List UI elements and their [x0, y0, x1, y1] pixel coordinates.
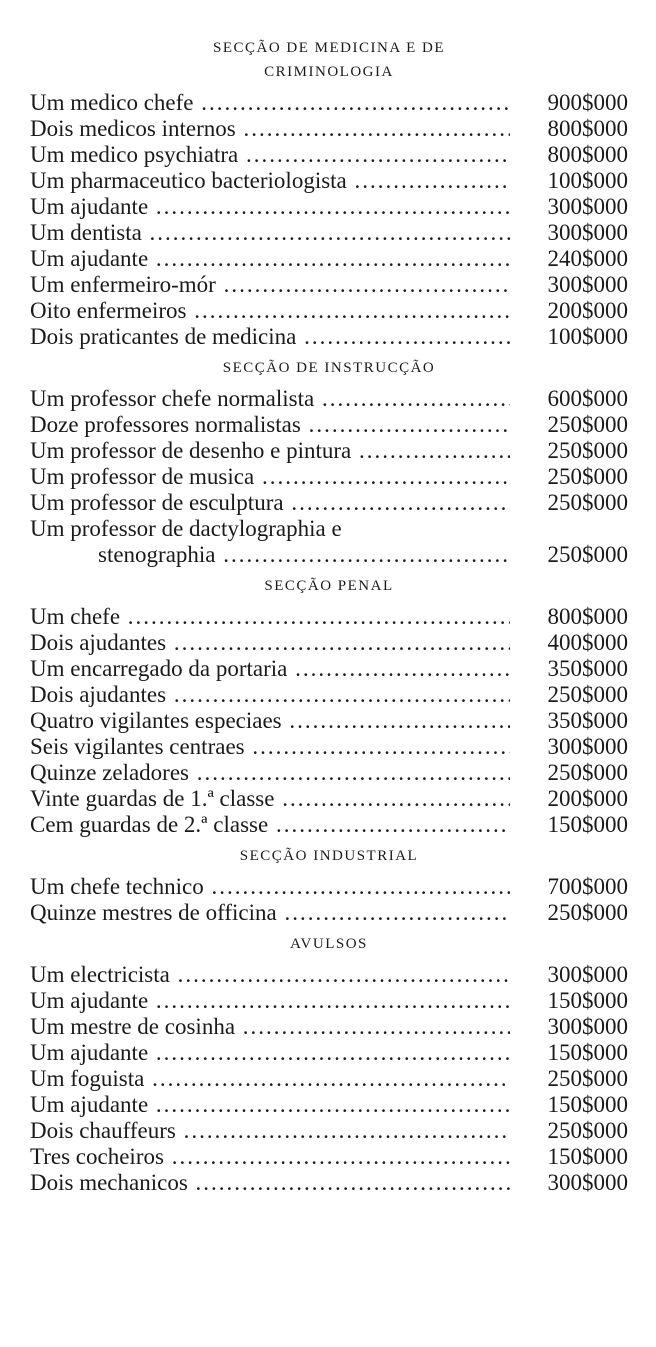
list-item	[30, 734, 628, 760]
section-title-line: SECÇÃO DE INSTRUCÇÃO	[222, 360, 436, 376]
item-label: Um professor de musica .....	[30, 464, 510, 490]
item-label: Dois ajudantes .....	[30, 630, 510, 656]
item-amount: 300$000	[547, 194, 628, 219]
section-medicina	[30, 36, 628, 350]
item-label: Seis vigilantes centraes .....	[30, 734, 510, 760]
list-item	[30, 1118, 628, 1144]
item-label: Dois praticantes de medicina .....	[30, 324, 510, 350]
item-amount: 250$000	[547, 760, 628, 785]
section-instruccao	[30, 356, 628, 568]
list-item	[30, 1144, 628, 1170]
item-amount: 100$000	[547, 168, 628, 193]
item-label: Um professor de esculptura .....	[30, 490, 510, 516]
item-amount: 250$000	[547, 1066, 628, 1091]
list-item	[30, 900, 628, 926]
item-amount: 350$000	[547, 656, 628, 681]
list-item	[30, 168, 628, 194]
list-item	[30, 464, 628, 490]
section-title	[30, 36, 628, 84]
section-industrial	[30, 844, 628, 926]
list-item	[30, 194, 628, 220]
item-label: Um foguista .....	[30, 1066, 510, 1092]
item-label: Um medico chefe .....	[30, 90, 510, 116]
item-label-line1: Um professor de dactylographia e	[30, 516, 342, 541]
item-amount: 250$000	[547, 900, 628, 925]
item-label: Um professor de desenho e pintura .....	[30, 438, 510, 464]
item-amount: 250$000	[547, 464, 628, 489]
list-item	[30, 1066, 628, 1092]
section-avulsos	[30, 932, 628, 1196]
item-label: Um encarregado da portaria .....	[30, 656, 510, 682]
item-label: Dois mechanicos .....	[30, 1170, 510, 1196]
list-item	[30, 142, 628, 168]
item-label: Um ajudante .....	[30, 246, 510, 272]
item-second-line	[30, 542, 628, 568]
item-label: Um mestre de cosinha .....	[30, 1014, 510, 1040]
section-title	[30, 932, 628, 956]
item-amount: 900$000	[547, 90, 628, 115]
item-amount: 300$000	[547, 272, 628, 297]
item-amount: 240$000	[547, 246, 628, 271]
item-label: Um chefe .....	[30, 604, 510, 630]
item-amount: 250$000	[547, 490, 628, 515]
item-amount: 800$000	[547, 142, 628, 167]
item-label: Um chefe technico .....	[30, 874, 510, 900]
item-label: Quatro vigilantes especiaes .....	[30, 708, 510, 734]
item-amount: 150$000	[547, 1144, 628, 1169]
section-title-line: SECÇÃO PENAL	[264, 578, 394, 594]
section-title	[30, 356, 628, 380]
item-label: Um pharmaceutico bacteriologista .....	[30, 168, 510, 194]
item-label: Um ajudante .....	[30, 1040, 510, 1066]
item-amount: 350$000	[547, 708, 628, 733]
list-item	[30, 1170, 628, 1196]
section-title-line: SECÇÃO INDUSTRIAL	[239, 848, 419, 864]
item-amount: 300$000	[547, 734, 628, 759]
item-label: Um dentista .....	[30, 220, 510, 246]
item-label: Um electricista .....	[30, 962, 510, 988]
item-label: Tres cocheiros .....	[30, 1144, 510, 1170]
item-amount: 100$000	[547, 324, 628, 349]
list-item	[30, 220, 628, 246]
item-amount: 800$000	[547, 116, 628, 141]
list-item	[30, 438, 628, 464]
section-title	[30, 844, 628, 868]
item-amount: 250$000	[547, 438, 628, 463]
item-label: Doze professores normalistas .....	[30, 412, 510, 438]
list-item	[30, 604, 628, 630]
item-label: Dois medicos internos .....	[30, 116, 510, 142]
section-title-line: AVULSOS	[290, 936, 368, 952]
list-item	[30, 656, 628, 682]
item-amount: 150$000	[547, 1040, 628, 1065]
list-item	[30, 516, 628, 568]
item-amount: 300$000	[547, 1170, 628, 1195]
list-item	[30, 324, 628, 350]
item-amount: 150$000	[547, 988, 628, 1013]
list-item	[30, 490, 628, 516]
list-item	[30, 246, 628, 272]
item-label: Quinze zeladores .....	[30, 760, 510, 786]
item-amount: 700$000	[547, 874, 628, 899]
item-label: Um enfermeiro-mór .....	[30, 272, 510, 298]
item-amount: 250$000	[547, 542, 628, 567]
item-amount: 250$000	[547, 682, 628, 707]
item-label: Cem guardas de 2.ª classe .....	[30, 812, 510, 838]
list-item	[30, 272, 628, 298]
item-label: Um ajudante .....	[30, 194, 510, 220]
item-amount: 250$000	[547, 412, 628, 437]
list-item	[30, 116, 628, 142]
list-item	[30, 1040, 628, 1066]
item-amount: 150$000	[547, 812, 628, 837]
list-item	[30, 760, 628, 786]
item-amount: 800$000	[547, 604, 628, 629]
list-item	[30, 90, 628, 116]
list-item	[30, 786, 628, 812]
item-label: Oito enfermeiros .....	[30, 298, 510, 324]
item-amount: 200$000	[547, 786, 628, 811]
item-amount: 300$000	[547, 220, 628, 245]
item-label: Dois chauffeurs .....	[30, 1118, 510, 1144]
list-item	[30, 812, 628, 838]
section-title-line: SECÇÃO DE MEDICINA E DE	[213, 40, 445, 56]
item-label: Um professor chefe normalista .....	[30, 386, 510, 412]
section-title	[30, 574, 628, 598]
list-item	[30, 962, 628, 988]
item-amount: 300$000	[547, 962, 628, 987]
item-label: Vinte guardas de 1.ª classe .....	[30, 786, 510, 812]
list-item	[30, 682, 628, 708]
item-amount: 400$000	[547, 630, 628, 655]
item-amount: 600$000	[547, 386, 628, 411]
item-label: Um medico psychiatra .....	[30, 142, 510, 168]
section-penal	[30, 574, 628, 838]
item-amount: 200$000	[547, 298, 628, 323]
list-item	[30, 630, 628, 656]
item-amount: 300$000	[547, 1014, 628, 1039]
item-label: Dois ajudantes .....	[30, 682, 510, 708]
item-amount: 250$000	[547, 1118, 628, 1143]
list-item	[30, 386, 628, 412]
item-label: Um ajudante .....	[30, 988, 510, 1014]
section-title-line: CRIMINOLOGIA	[264, 64, 394, 80]
list-item	[30, 1092, 628, 1118]
item-label: Quinze mestres de officina .....	[30, 900, 510, 926]
list-item	[30, 298, 628, 324]
list-item	[30, 412, 628, 438]
list-item	[30, 988, 628, 1014]
list-item	[30, 1014, 628, 1040]
item-label-line2: stenographia .....	[98, 542, 510, 568]
list-item	[30, 708, 628, 734]
list-item	[30, 874, 628, 900]
item-label: Um ajudante .....	[30, 1092, 510, 1118]
item-amount: 150$000	[547, 1092, 628, 1117]
